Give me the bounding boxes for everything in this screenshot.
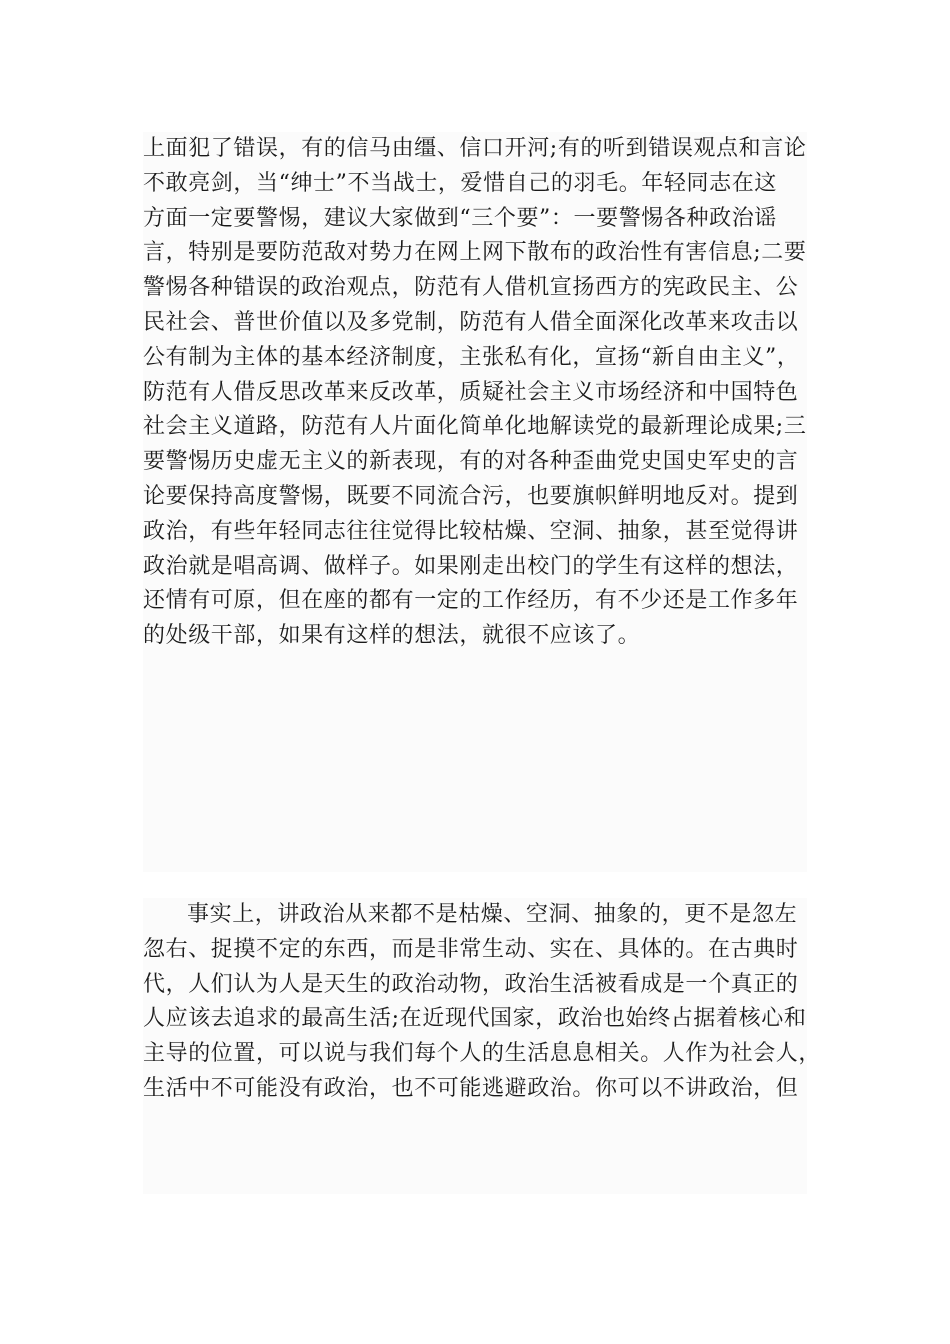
paragraph-line: 方面一定要警惕，建议大家做到“三个要”：一要警惕各种政治谣 (143, 205, 777, 231)
paragraph-line: 上面犯了错误，有的信马由缰、信口开河;有的听到错误观点和言论 (143, 136, 807, 161)
paragraph-line: 公有制为主体的基本经济制度，主张私有化，宣扬“新自由主义”， (143, 344, 800, 370)
paragraph-line: 要警惕历史虚无主义的新表现，有的对各种歪曲党史国史军史的言 (143, 449, 799, 475)
paragraph-line: 主导的位置，可以说与我们每个人的生活息息相关。人作为社会人， (143, 1041, 822, 1067)
paragraph-line: 人应该去追求的最高生活;在近现代国家，政治也始终占据着核心和 (143, 1006, 807, 1032)
paragraph-line: 生活中不可能没有政治，也不可能逃避政治。你可以不讲政治，但 (143, 1075, 799, 1101)
paragraph-line: 不敢亮剑，当“绅士”不当战士，爱惜自己的羽毛。年轻同志在这 (143, 170, 777, 196)
paragraph-line: 忽右、捉摸不定的东西，而是非常生动、实在、具体的。在古典时 (143, 936, 799, 962)
paragraph-line: 论要保持高度警惕，既要不同流合污，也要旗帜鲜明地反对。提到 (143, 483, 799, 509)
paragraph-line: 政治就是唱高调、做样子。如果刚走出校门的学生有这样的想法， (143, 553, 799, 579)
paragraph-line: 言，特别是要防范敌对势力在网上网下散布的政治性有害信息;二要 (143, 240, 807, 266)
paragraph-line: 的处级干部，如果有这样的想法，就很不应该了。 (143, 623, 641, 649)
paragraph-line: 事实上，讲政治从来都不是枯燥、空洞、抽象的，更不是忽左 (187, 902, 798, 927)
paragraph-line: 民社会、普世价值以及多党制，防范有人借全面深化改革来攻击以 (143, 309, 799, 335)
paragraph-line: 还情有可原，但在座的都有一定的工作经历，有不少还是工作多年 (143, 588, 799, 614)
paragraph-line: 社会主义道路，防范有人片面化简单化地解读党的最新理论成果;三 (143, 414, 807, 440)
paragraph-line: 防范有人借反思改革来反改革，质疑社会主义市场经济和中国特色 (143, 379, 799, 405)
paragraph-line: 代，人们认为人是天生的政治动物，政治生活被看成是一个真正的 (143, 971, 799, 997)
paragraph-line: 警惕各种错误的政治观点，防范有人借机宣扬西方的宪政民主、公 (143, 275, 799, 301)
paragraph-line: 政治，有些年轻同志往往觉得比较枯燥、空洞、抽象，甚至觉得讲 (143, 518, 799, 544)
paragraph-1 (143, 132, 807, 872)
paragraph-2 (143, 898, 822, 1194)
